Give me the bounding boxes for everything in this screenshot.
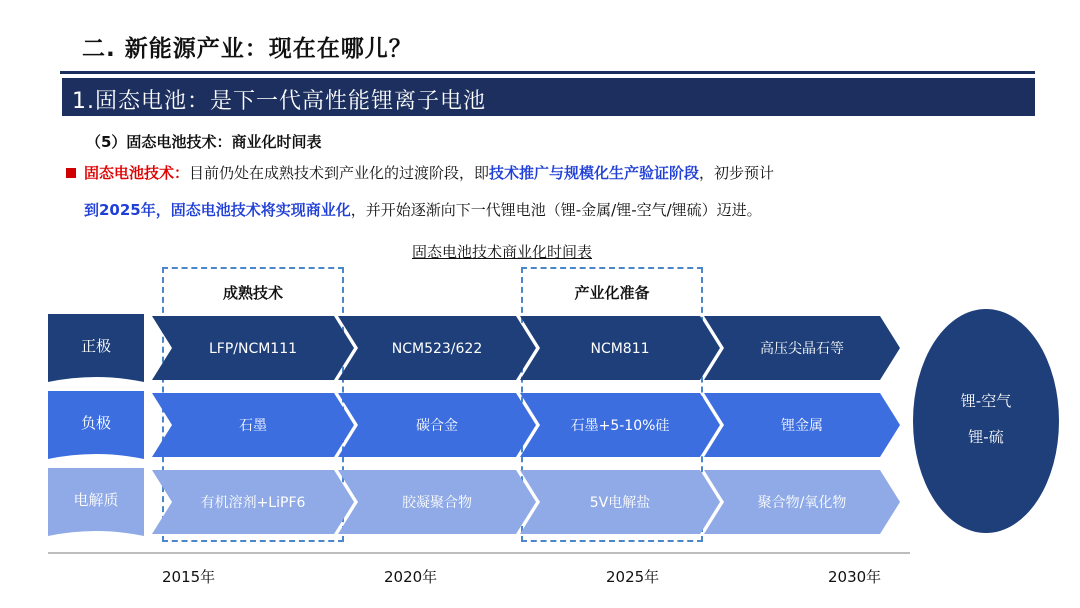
row-label: 电解质 (73, 491, 119, 509)
paragraph-text: 目前仍处在成熟技术到产业化的过渡阶段，即 (189, 164, 490, 182)
stage-highlight: 技术推广与规模化生产验证阶段 (489, 164, 700, 182)
forecast-highlight: 到2025年，固态电池技术将实现商业化 (84, 201, 351, 219)
subsection-title: （5）固态电池技术：商业化时间表 (86, 133, 322, 151)
future-tech-label: 锂-空气 (960, 392, 1012, 410)
cell-label: 锂金属 (781, 418, 823, 434)
row-anode (48, 391, 900, 459)
cell-label: 石墨 (239, 418, 267, 434)
future-tech-ellipse (913, 309, 1059, 533)
year-label: 2020年 (384, 568, 438, 586)
year-label: 2025年 (606, 568, 660, 586)
year-label: 2030年 (828, 568, 882, 586)
band-label-mature: 成熟技术 (222, 284, 283, 302)
cell-label: NCM811 (590, 341, 650, 357)
cell-label: 胶凝聚合物 (402, 495, 472, 511)
section-title: 1.固态电池：是下一代高性能锂离子电池 (72, 89, 486, 114)
row-label: 正极 (80, 337, 112, 355)
lead-highlight: 固态电池技术： (84, 164, 190, 182)
cell-label: LFP/NCM111 (208, 341, 298, 357)
row-electrolyte (48, 468, 900, 536)
timeline-axis (48, 552, 910, 554)
cell-label: 碳合金 (416, 418, 458, 434)
paragraph-text: ，初步预计 (699, 164, 775, 182)
cell-label: 石墨+5-10%硅 (570, 418, 670, 434)
page-title: 二. 新能源产业：现在在哪儿？ (82, 36, 413, 62)
band-label-industrialization: 产业化准备 (574, 284, 650, 302)
diagram-title: 固态电池技术商业化时间表 (411, 243, 592, 261)
cell-label: 5V电解盐 (589, 495, 651, 511)
year-label: 2015年 (162, 568, 216, 586)
paragraph-text: ，并开始逐渐向下一代锂电池（锂-金属/锂-空气/锂硫）迈进。 (350, 201, 762, 219)
future-tech-label: 锂-硫 (968, 428, 1004, 446)
cell-label: 高压尖晶石等 (760, 341, 844, 357)
cell-label: NCM523/622 (391, 341, 483, 357)
cell-label: 聚合物/氧化物 (757, 495, 847, 511)
row-label: 负极 (80, 414, 112, 432)
cell-label: 有机溶剂+LiPF6 (200, 495, 306, 511)
row-cathode (48, 314, 900, 382)
